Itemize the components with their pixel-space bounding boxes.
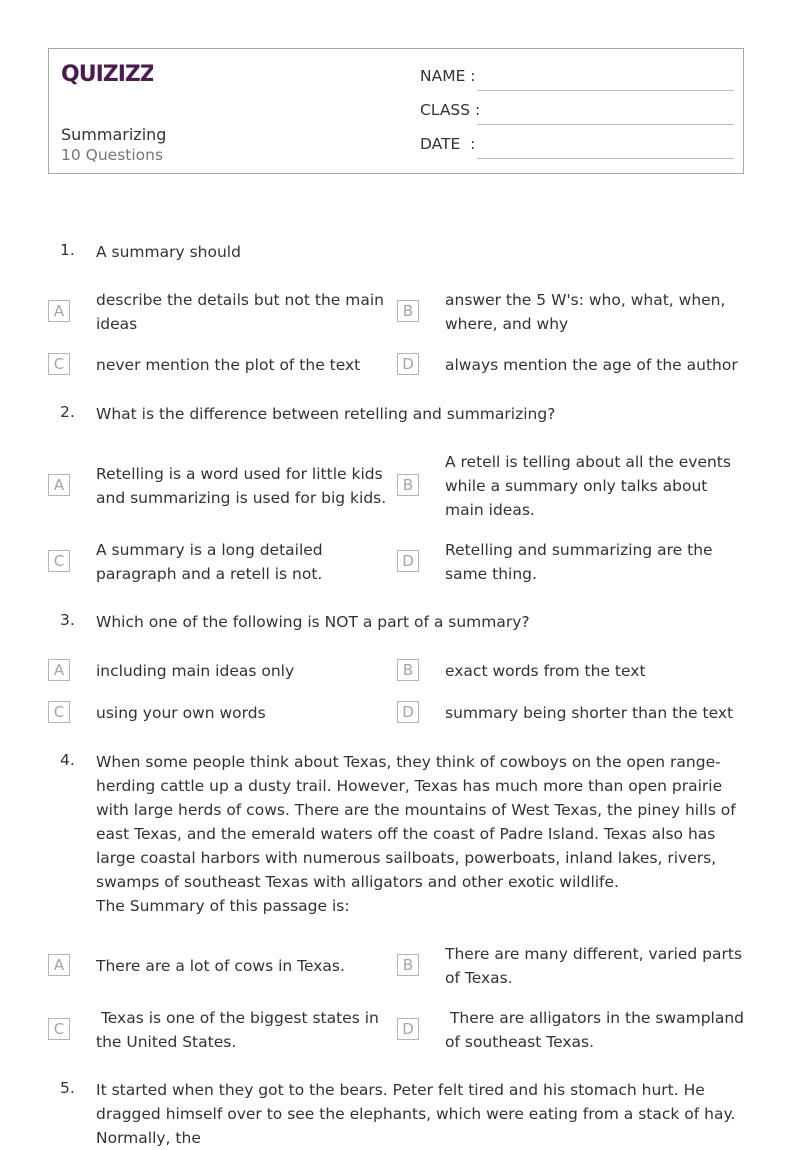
option-a-text: There are a lot of cows in Texas. — [96, 957, 345, 975]
class-field[interactable] — [420, 101, 734, 125]
option-b-text: answer the 5 W's: who, what, when, where, and why — [445, 291, 726, 333]
option-b-box[interactable]: B — [397, 659, 419, 681]
option-b-text: exact words from the text — [445, 662, 646, 680]
option-c-text: never mention the plot of the text — [96, 356, 361, 374]
option-a-box[interactable]: A — [48, 474, 70, 496]
name-label: NAME : — [420, 67, 476, 85]
option-b-text: A retell is telling about all the events while a summary only talks about main ideas. — [445, 453, 731, 519]
option-d-box[interactable]: D — [397, 550, 419, 572]
option-d-text: summary being shorter than the text — [445, 704, 734, 722]
worksheet-title: Summarizing — [61, 125, 167, 144]
option-c-box[interactable]: C — [48, 701, 70, 723]
option-d-text: Retelling and summarizing are the same thing. — [445, 541, 713, 583]
name-field[interactable] — [420, 67, 734, 91]
option-d-text: always mention the age of the author — [445, 356, 738, 374]
question-number: 3. — [60, 611, 75, 629]
question-count: 10 Questions — [61, 146, 164, 164]
option-c-text: Texas is one of the biggest states in the United States. — [96, 1009, 384, 1051]
date-field[interactable] — [420, 135, 734, 159]
option-d-box[interactable]: D — [397, 701, 419, 723]
option-a-text: including main ideas only — [96, 662, 295, 680]
question-prompt: The Summary of this passage is: — [96, 897, 350, 915]
option-c-box[interactable]: C — [48, 550, 70, 572]
question-text: A summary should — [96, 243, 241, 261]
question-text: Which one of the following is NOT a part of a summary? — [96, 613, 530, 631]
question-text: What is the difference between retelling and summarizing? — [96, 405, 556, 423]
quizizz-logo-icon — [61, 59, 153, 87]
option-a-text: Retelling is a word used for little kids and summarizing is used for big kids. — [96, 465, 387, 507]
quizizz-logo — [61, 59, 153, 91]
date-line[interactable] — [477, 158, 734, 159]
class-label: CLASS : — [420, 101, 481, 119]
question-passage: It started when they got to the bears. Peter felt tired and his stomach hurt. He dragged himself over to see the elephants, which were eating from a stack of hay. Normally, the — [96, 1081, 736, 1147]
option-a-box[interactable]: A — [48, 659, 70, 681]
date-label: DATE : — [420, 135, 476, 153]
option-c-box[interactable]: C — [48, 1018, 70, 1040]
option-c-text: using your own words — [96, 704, 266, 722]
question-number: 4. — [60, 751, 75, 769]
question-passage: When some people think about Texas, they think of cowboys on the open range-herding cattle up a dusty trail. However, Texas has much more than open prairie with large herds of cows. There are the mountains of West Texas, the piney hills of east Texas, and the emerald waters off the coast of Padre Island. Texas also has large coastal harbors with numerous sailboats, powerboats, inland lakes, rivers, swamps of southeast Texas with alligators and other exotic wildlife. — [96, 753, 736, 891]
option-a-text: describe the details but not the main ideas — [96, 291, 384, 333]
option-d-text: There are alligators in the swampland of southeast Texas. — [445, 1009, 749, 1051]
option-d-box[interactable]: D — [397, 1018, 419, 1040]
option-b-box[interactable]: B — [397, 954, 419, 976]
option-c-box[interactable]: C — [48, 353, 70, 375]
option-b-box[interactable]: B — [397, 300, 419, 322]
worksheet-header — [48, 48, 744, 174]
name-line[interactable] — [477, 90, 734, 91]
option-d-box[interactable]: D — [397, 353, 419, 375]
question-number: 2. — [60, 403, 75, 421]
question-number: 1. — [60, 241, 75, 259]
option-a-box[interactable]: A — [48, 954, 70, 976]
svg-text:QUIZIZZ: QUIZIZZ — [61, 62, 153, 87]
option-b-text: There are many different, varied parts of Texas. — [445, 945, 743, 987]
class-line[interactable] — [477, 124, 734, 125]
option-b-box[interactable]: B — [397, 474, 419, 496]
question-number: 5. — [60, 1079, 75, 1097]
option-c-text: A summary is a long detailed paragraph and a retell is not. — [96, 541, 323, 583]
option-a-box[interactable]: A — [48, 300, 70, 322]
